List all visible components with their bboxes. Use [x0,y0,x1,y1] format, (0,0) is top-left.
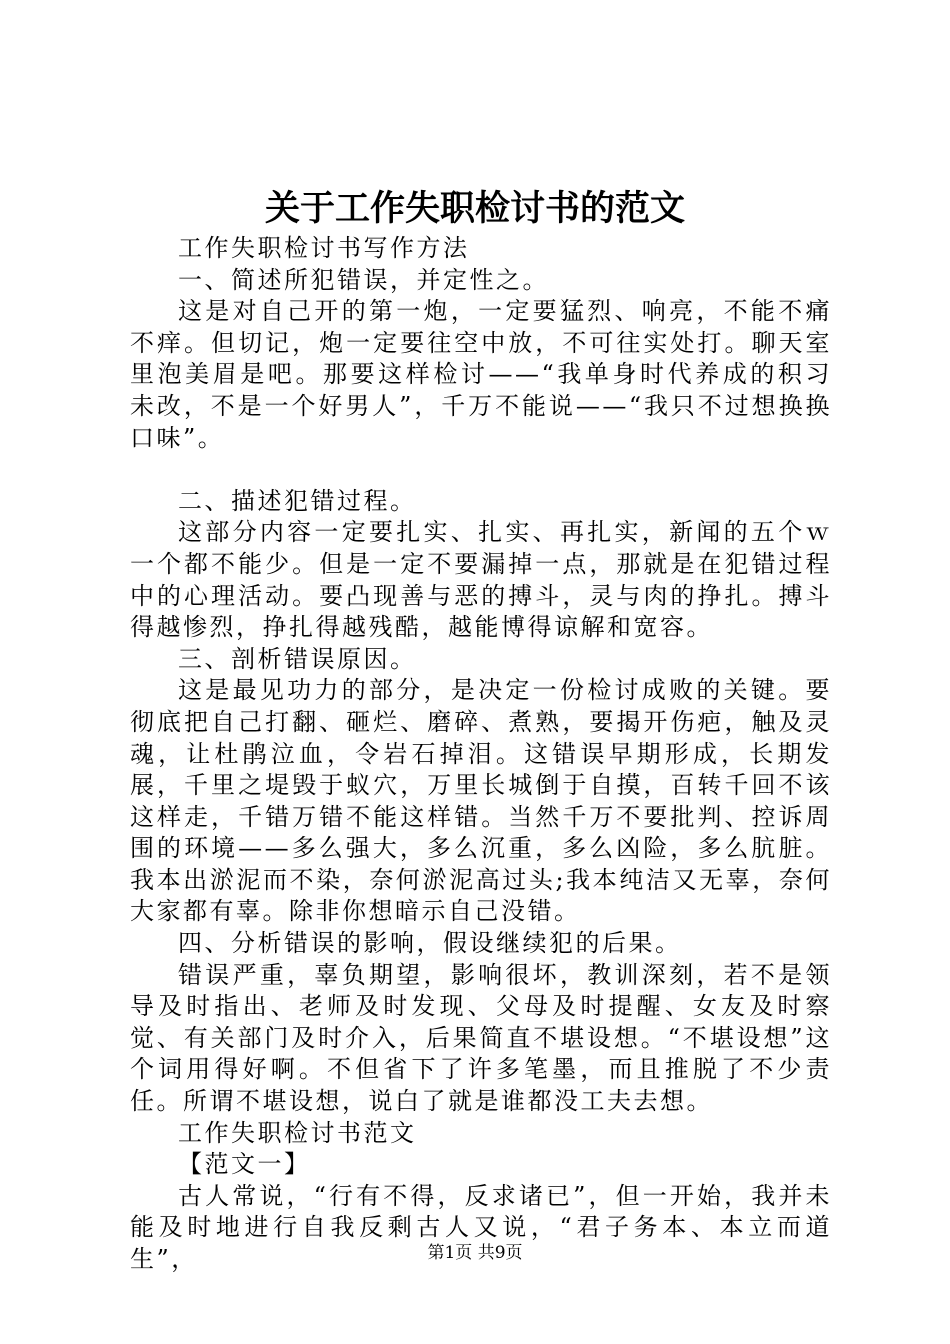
paragraph: 四、分析错误的影响，假设继续犯的后果。 [178,929,682,958]
paragraph: 工作失职检讨书范文 [178,1118,417,1147]
paragraph: 二、描述犯错过程。 [178,486,417,515]
paragraph: 一、简述所犯错误，并定性之。 [178,265,549,294]
page-footer: 第1页 共9页 [427,1243,523,1263]
paragraph: 错误严重，辜负期望，影响很坏，教训深刻，若不是领导及时指出、老师及时发现、父母及时提醒、女友及时察觉、有关部门及时介入，后果简直不堪设想。“不堪设想”这个词用得好啊。不但省下了许多笔墨，而且推脱了不少责任。所谓不堪设想，说白了就是谁都没工夫去想。 [130,960,832,1116]
paragraph: 这部分内容一定要扎实、扎实、再扎实，新闻的五个ｗ一个都不能少。但是一定不要漏掉一点，那就是在犯错过程中的心理活动。要凸现善与恶的搏斗，灵与肉的挣扎。搏斗得越惨烈，挣扎得越残酷，越能博得谅解和宽容。 [130,518,832,642]
page-title: 关于工作失职检讨书的范文 [264,188,685,229]
paragraph: 工作失职检讨书写作方法 [178,234,470,262]
document-body [130,233,832,1276]
paragraph: 这是最见功力的部分，是决定一份检讨成败的关键。要彻底把自己打翻、砸烂、磨碎、煮熟，要揭开伤疤，触及灵魂，让杜鹃泣血，令岩石掉泪。这错误早期形成，长期发展，千里之堤毁于蚁穴，万里长城倒于自摸，百转千回不该这样走，千错万错不能这样错。当然千万不要批判、控诉周围的环境——多么强大，多么沉重，多么凶险，多么肮脏。我本出淤泥而不染，奈何淤泥高过头;我本纯洁又无辜，奈何大家都有辜。除非你想暗示自己没错。 [130,676,832,926]
paragraph: 古人常说，“行有不得，反求诸已”，但一开始，我并未能及时地进行自我反剩古人又说，“君子务本、本立而道生”， [130,1181,832,1273]
paragraph: 这是对自己开的第一炮，一定要猛烈、响亮，不能不痛不痒。但切记，炮一定要往空中放，不可往实处打。聊天室里泡美眉是吧。那要这样检讨——“我单身时代养成的积习未改，不是一个好男人”，千万不能说——“我只不过想换换口味”。 [130,297,832,452]
paragraph: 【范文一】 [178,1150,311,1179]
paragraph: 三、剖析错误原因。 [178,644,417,673]
